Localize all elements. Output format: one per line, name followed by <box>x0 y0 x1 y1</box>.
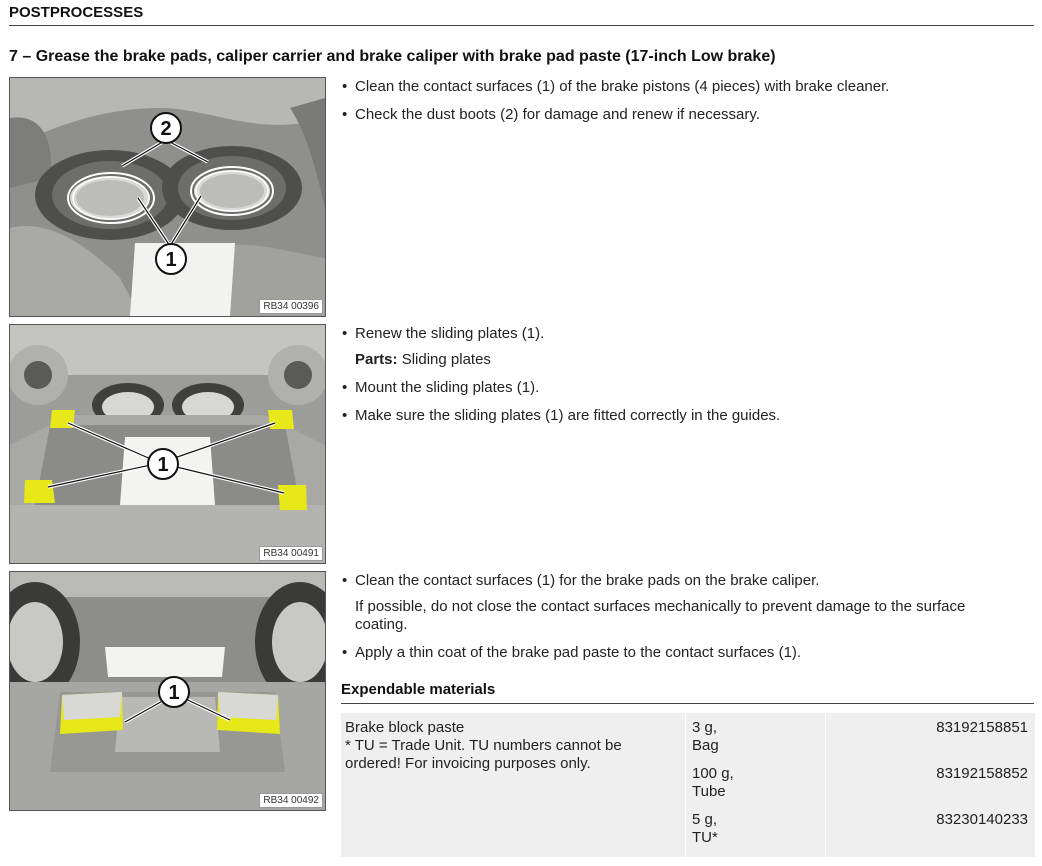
step-title: 7 – Grease the brake pads, caliper carrier and brake caliper with brake pad paste (17-inch Low brake) <box>9 48 776 65</box>
note-text: If possible, do not close the contact surfaces mechanically to prevent damage to the surface coating. <box>355 598 966 633</box>
figure-sliding-plates <box>9 324 326 564</box>
list-item: • Clean the contact surfaces (1) for the brake pads on the brake caliper. <box>340 572 1020 590</box>
section-heading: POSTPROCESSES <box>9 4 144 21</box>
step-list-2 <box>340 325 780 435</box>
list-item: • Renew the sliding plates (1). <box>340 325 780 343</box>
material-part-number: 83230140233 <box>936 811 1028 828</box>
callout-1-label: 1 <box>168 682 180 704</box>
expendable-materials-table <box>341 713 1035 857</box>
material-quantity: 5 g, TU* <box>692 811 718 846</box>
callout-2-label: 2 <box>160 118 172 140</box>
expendable-materials-heading: Expendable materials <box>341 681 496 698</box>
figure-id-label: RB34 00492 <box>259 793 323 808</box>
callout-1-label: 1 <box>157 454 169 476</box>
column-divider <box>825 713 826 857</box>
heading-divider <box>9 25 1034 26</box>
list-item: • Apply a thin coat of the brake pad paste to the contact surfaces (1). <box>340 644 1020 662</box>
parts-line <box>340 351 780 369</box>
material-quantity: 3 g, Bag <box>692 719 719 754</box>
step-list-3 <box>340 572 1020 672</box>
figure-id-label: RB34 00491 <box>259 546 323 561</box>
figure-caliper-contact-surfaces <box>9 571 326 811</box>
figure-id-label: RB34 00396 <box>259 299 323 314</box>
list-item: • Make sure the sliding plates (1) are fitted correctly in the guides. <box>340 407 780 425</box>
callout-1-label: 1 <box>165 249 177 271</box>
parts-value: Sliding plates <box>401 351 491 368</box>
material-description: Brake block paste * TU = Trade Unit. TU numbers cannot be ordered! For invoicing purposes only. <box>345 719 622 772</box>
caliper-contact-photo <box>10 572 325 810</box>
material-part-number: 83192158851 <box>936 719 1028 736</box>
step-list-1 <box>340 78 889 134</box>
material-part-number: 83192158852 <box>936 765 1028 782</box>
list-item: • Mount the sliding plates (1). <box>340 379 780 397</box>
sliding-plates-photo <box>10 325 325 563</box>
brake-piston-photo <box>10 78 325 316</box>
figure-brake-pistons <box>9 77 326 317</box>
column-divider <box>685 713 686 857</box>
materials-divider <box>341 703 1034 704</box>
list-item: • Clean the contact surfaces (1) of the brake pistons (4 pieces) with brake cleaner. <box>340 78 889 96</box>
list-item: • Check the dust boots (2) for damage and renew if necessary. <box>340 106 889 124</box>
material-quantity: 100 g, Tube <box>692 765 734 800</box>
parts-label: Parts: <box>355 351 398 368</box>
